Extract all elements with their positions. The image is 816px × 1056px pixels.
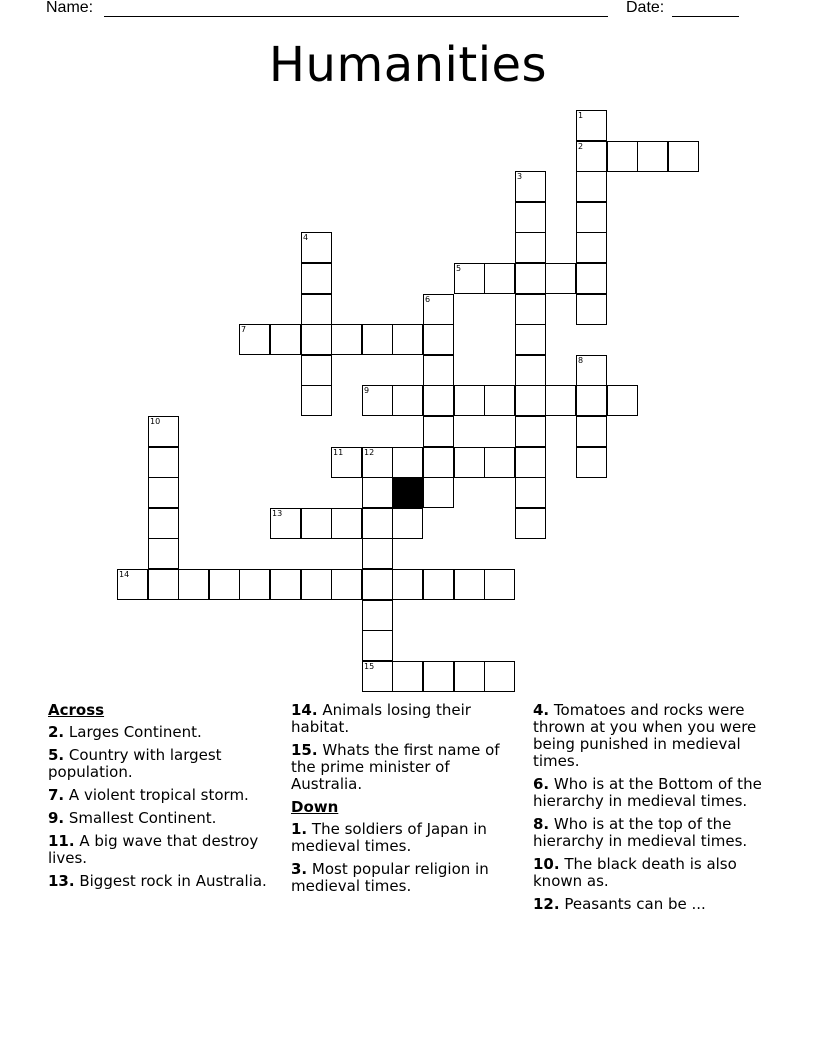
crossword-cell[interactable] [148, 508, 179, 539]
crossword-cell[interactable] [607, 141, 638, 172]
crossword-cell[interactable] [301, 355, 332, 386]
worksheet-header [0, 0, 816, 22]
crossword-cell[interactable] [392, 661, 423, 692]
clue-number-label: 1 [578, 111, 584, 120]
crossword-cell[interactable] [362, 538, 393, 569]
clue-number: 10. [533, 855, 560, 873]
crossword-cell[interactable] [515, 232, 546, 263]
crossword-cell[interactable] [362, 447, 393, 478]
crossword-cell[interactable] [484, 569, 515, 600]
crossword-cell[interactable] [423, 324, 454, 355]
crossword-cell[interactable] [301, 232, 332, 263]
clue-number-label: 5 [456, 264, 462, 273]
crossword-cell[interactable] [576, 202, 607, 233]
puzzle-title: Humanities [268, 37, 548, 93]
clue-text: The black death is also known as. [533, 855, 737, 890]
clue-number-label: 11 [333, 448, 344, 457]
crossword-cell[interactable] [576, 110, 607, 141]
crossword-cell[interactable] [423, 385, 454, 416]
clue-number: 12. [533, 895, 560, 913]
crossword-cell[interactable] [362, 630, 393, 661]
clue-number-label: 14 [119, 570, 130, 579]
clue-number: 1. [291, 820, 308, 838]
crossword-cell[interactable] [148, 569, 179, 600]
crossword-cell[interactable] [454, 385, 485, 416]
clue-number-label: 12 [364, 448, 375, 457]
crossword-cell[interactable] [515, 202, 546, 233]
crossword-cell[interactable] [484, 661, 515, 692]
crossword-cell[interactable] [148, 477, 179, 508]
clue-text: Whats the first name of the prime minister of Australia. [291, 741, 500, 793]
clue-item [533, 896, 773, 913]
clue-item [533, 776, 773, 810]
clues-column-3 [533, 702, 773, 919]
crossword-cell[interactable] [423, 477, 454, 508]
clues-column-2 [291, 702, 516, 901]
clue-number: 9. [48, 809, 65, 827]
clue-item [533, 702, 773, 770]
crossword-cell[interactable] [576, 232, 607, 263]
crossword-cell[interactable] [301, 569, 332, 600]
clue-text: Peasants can be ... [559, 895, 706, 913]
clue-text: Tomatoes and rocks were thrown at you when you were being punished in medieval times. [533, 701, 757, 770]
crossword-cell[interactable] [239, 569, 270, 600]
crossword-cell[interactable] [423, 447, 454, 478]
crossword-cell[interactable] [423, 661, 454, 692]
clue-number: 13. [48, 872, 75, 890]
clue-item [291, 861, 516, 895]
crossword-cell[interactable] [515, 508, 546, 539]
name-field[interactable] [104, 16, 608, 17]
crossword-cell[interactable] [301, 294, 332, 325]
clue-number-label: 7 [241, 325, 247, 334]
clue-number: 5. [48, 746, 65, 764]
clue-number: 8. [533, 815, 550, 833]
clue-text: Who is at the Bottom of the hierarchy in medieval times. [533, 775, 762, 810]
clue-number-label: 15 [364, 662, 375, 671]
crossword-cell[interactable] [515, 385, 546, 416]
across-clue-list [48, 724, 268, 890]
crossword-cell[interactable] [576, 171, 607, 202]
crossword-cell[interactable] [454, 263, 485, 294]
crossword-cell[interactable] [576, 416, 607, 447]
clue-number-label: 13 [272, 509, 283, 518]
crossword-cell[interactable] [331, 447, 362, 478]
crossword-cell[interactable] [607, 385, 638, 416]
crossword-cell[interactable] [515, 171, 546, 202]
crossword-cell[interactable] [576, 355, 607, 386]
crossword-cell[interactable] [484, 385, 515, 416]
crossword-cell[interactable] [484, 447, 515, 478]
clue-text: Most popular religion in medieval times. [291, 860, 489, 895]
clues-column-1 [48, 702, 268, 896]
crossword-cell[interactable] [362, 324, 393, 355]
crossword-cell[interactable] [515, 324, 546, 355]
clue-text: Animals losing their habitat. [291, 701, 471, 736]
name-label: Name: [46, 0, 94, 16]
clue-number-label: 10 [150, 417, 161, 426]
clue-text: Smallest Continent. [64, 809, 217, 827]
clue-text: Who is at the top of the hierarchy in medieval times. [533, 815, 748, 850]
crossword-cell[interactable] [515, 416, 546, 447]
crossword-cell[interactable] [209, 569, 240, 600]
crossword-cell[interactable] [576, 263, 607, 294]
crossword-cell[interactable] [484, 263, 515, 294]
crossword-cell[interactable] [270, 508, 301, 539]
clue-text: A violent tropical storm. [64, 786, 249, 804]
crossword-cell[interactable] [454, 447, 485, 478]
date-label: Date: [626, 0, 665, 16]
blocked-cell [392, 477, 423, 508]
crossword-cell[interactable] [331, 569, 362, 600]
crossword-cell[interactable] [362, 600, 393, 631]
clue-number: 2. [48, 723, 65, 741]
crossword-cell[interactable] [392, 569, 423, 600]
crossword-cell[interactable] [178, 569, 209, 600]
crossword-cell[interactable] [362, 508, 393, 539]
clue-item [48, 787, 268, 804]
crossword-cell[interactable] [270, 569, 301, 600]
clue-text: Country with largest population. [48, 746, 222, 781]
crossword-cell[interactable] [545, 263, 576, 294]
clue-text: A big wave that destroy lives. [48, 832, 259, 867]
crossword-cell[interactable] [576, 294, 607, 325]
crossword-cell[interactable] [148, 416, 179, 447]
down-clue-list-continued [533, 702, 773, 913]
crossword-cell[interactable] [301, 263, 332, 294]
clue-item [48, 724, 268, 741]
down-heading: Down [291, 798, 339, 816]
crossword-cell[interactable] [362, 477, 393, 508]
crossword-cell[interactable] [148, 538, 179, 569]
crossword-cell[interactable] [515, 294, 546, 325]
crossword-cell[interactable] [117, 569, 148, 600]
crossword-cell[interactable] [331, 324, 362, 355]
crossword-cell[interactable] [301, 385, 332, 416]
clue-item [48, 873, 268, 890]
clue-item [533, 816, 773, 850]
crossword-cell[interactable] [301, 324, 332, 355]
crossword-cell[interactable] [576, 141, 607, 172]
crossword-cell[interactable] [392, 385, 423, 416]
crossword-cell[interactable] [515, 477, 546, 508]
clue-number: 6. [533, 775, 550, 793]
across-heading: Across [48, 701, 105, 719]
crossword-cell[interactable] [515, 355, 546, 386]
clue-number-label: 9 [364, 386, 370, 395]
clue-item [48, 833, 268, 867]
crossword-cell[interactable] [423, 355, 454, 386]
crossword-cell[interactable] [148, 447, 179, 478]
crossword-cell[interactable] [423, 416, 454, 447]
crossword-cell[interactable] [270, 324, 301, 355]
crossword-cell[interactable] [331, 508, 362, 539]
down-clue-list [291, 821, 516, 895]
clue-item [48, 747, 268, 781]
crossword-cell[interactable] [423, 294, 454, 325]
clue-item [48, 810, 268, 827]
clue-number-label: 2 [578, 142, 584, 151]
across-clue-list-continued [291, 702, 516, 793]
clue-item [533, 856, 773, 890]
crossword-cell[interactable] [668, 141, 699, 172]
crossword-cell[interactable] [637, 141, 668, 172]
crossword-cell[interactable] [362, 385, 393, 416]
crossword-cell[interactable] [301, 508, 332, 539]
clue-item [291, 742, 516, 793]
clue-text: Larges Continent. [64, 723, 202, 741]
clue-text: Biggest rock in Australia. [74, 872, 267, 890]
clue-number-label: 8 [578, 356, 584, 365]
clue-number: 7. [48, 786, 65, 804]
crossword-cell[interactable] [392, 447, 423, 478]
crossword-cell[interactable] [392, 508, 423, 539]
crossword-cell[interactable] [515, 447, 546, 478]
clue-item [291, 702, 516, 736]
clue-item [291, 821, 516, 855]
crossword-cell[interactable] [239, 324, 270, 355]
crossword-cell[interactable] [545, 385, 576, 416]
crossword-cell[interactable] [454, 569, 485, 600]
clue-number-label: 4 [303, 233, 309, 242]
crossword-cell[interactable] [362, 569, 393, 600]
date-field[interactable] [672, 16, 739, 17]
clue-number: 14. [291, 701, 318, 719]
clue-number: 3. [291, 860, 308, 878]
crossword-cell[interactable] [392, 324, 423, 355]
clue-number: 11. [48, 832, 75, 850]
clue-number: 4. [533, 701, 550, 719]
clue-number: 15. [291, 741, 318, 759]
crossword-cell[interactable] [454, 661, 485, 692]
crossword-cell[interactable] [423, 569, 454, 600]
crossword-cell[interactable] [576, 447, 607, 478]
clue-number-label: 3 [517, 172, 523, 181]
clue-number-label: 6 [425, 295, 431, 304]
clue-text: The soldiers of Japan in medieval times. [291, 820, 487, 855]
crossword-cell[interactable] [515, 263, 546, 294]
crossword-cell[interactable] [576, 385, 607, 416]
crossword-cell[interactable] [362, 661, 393, 692]
